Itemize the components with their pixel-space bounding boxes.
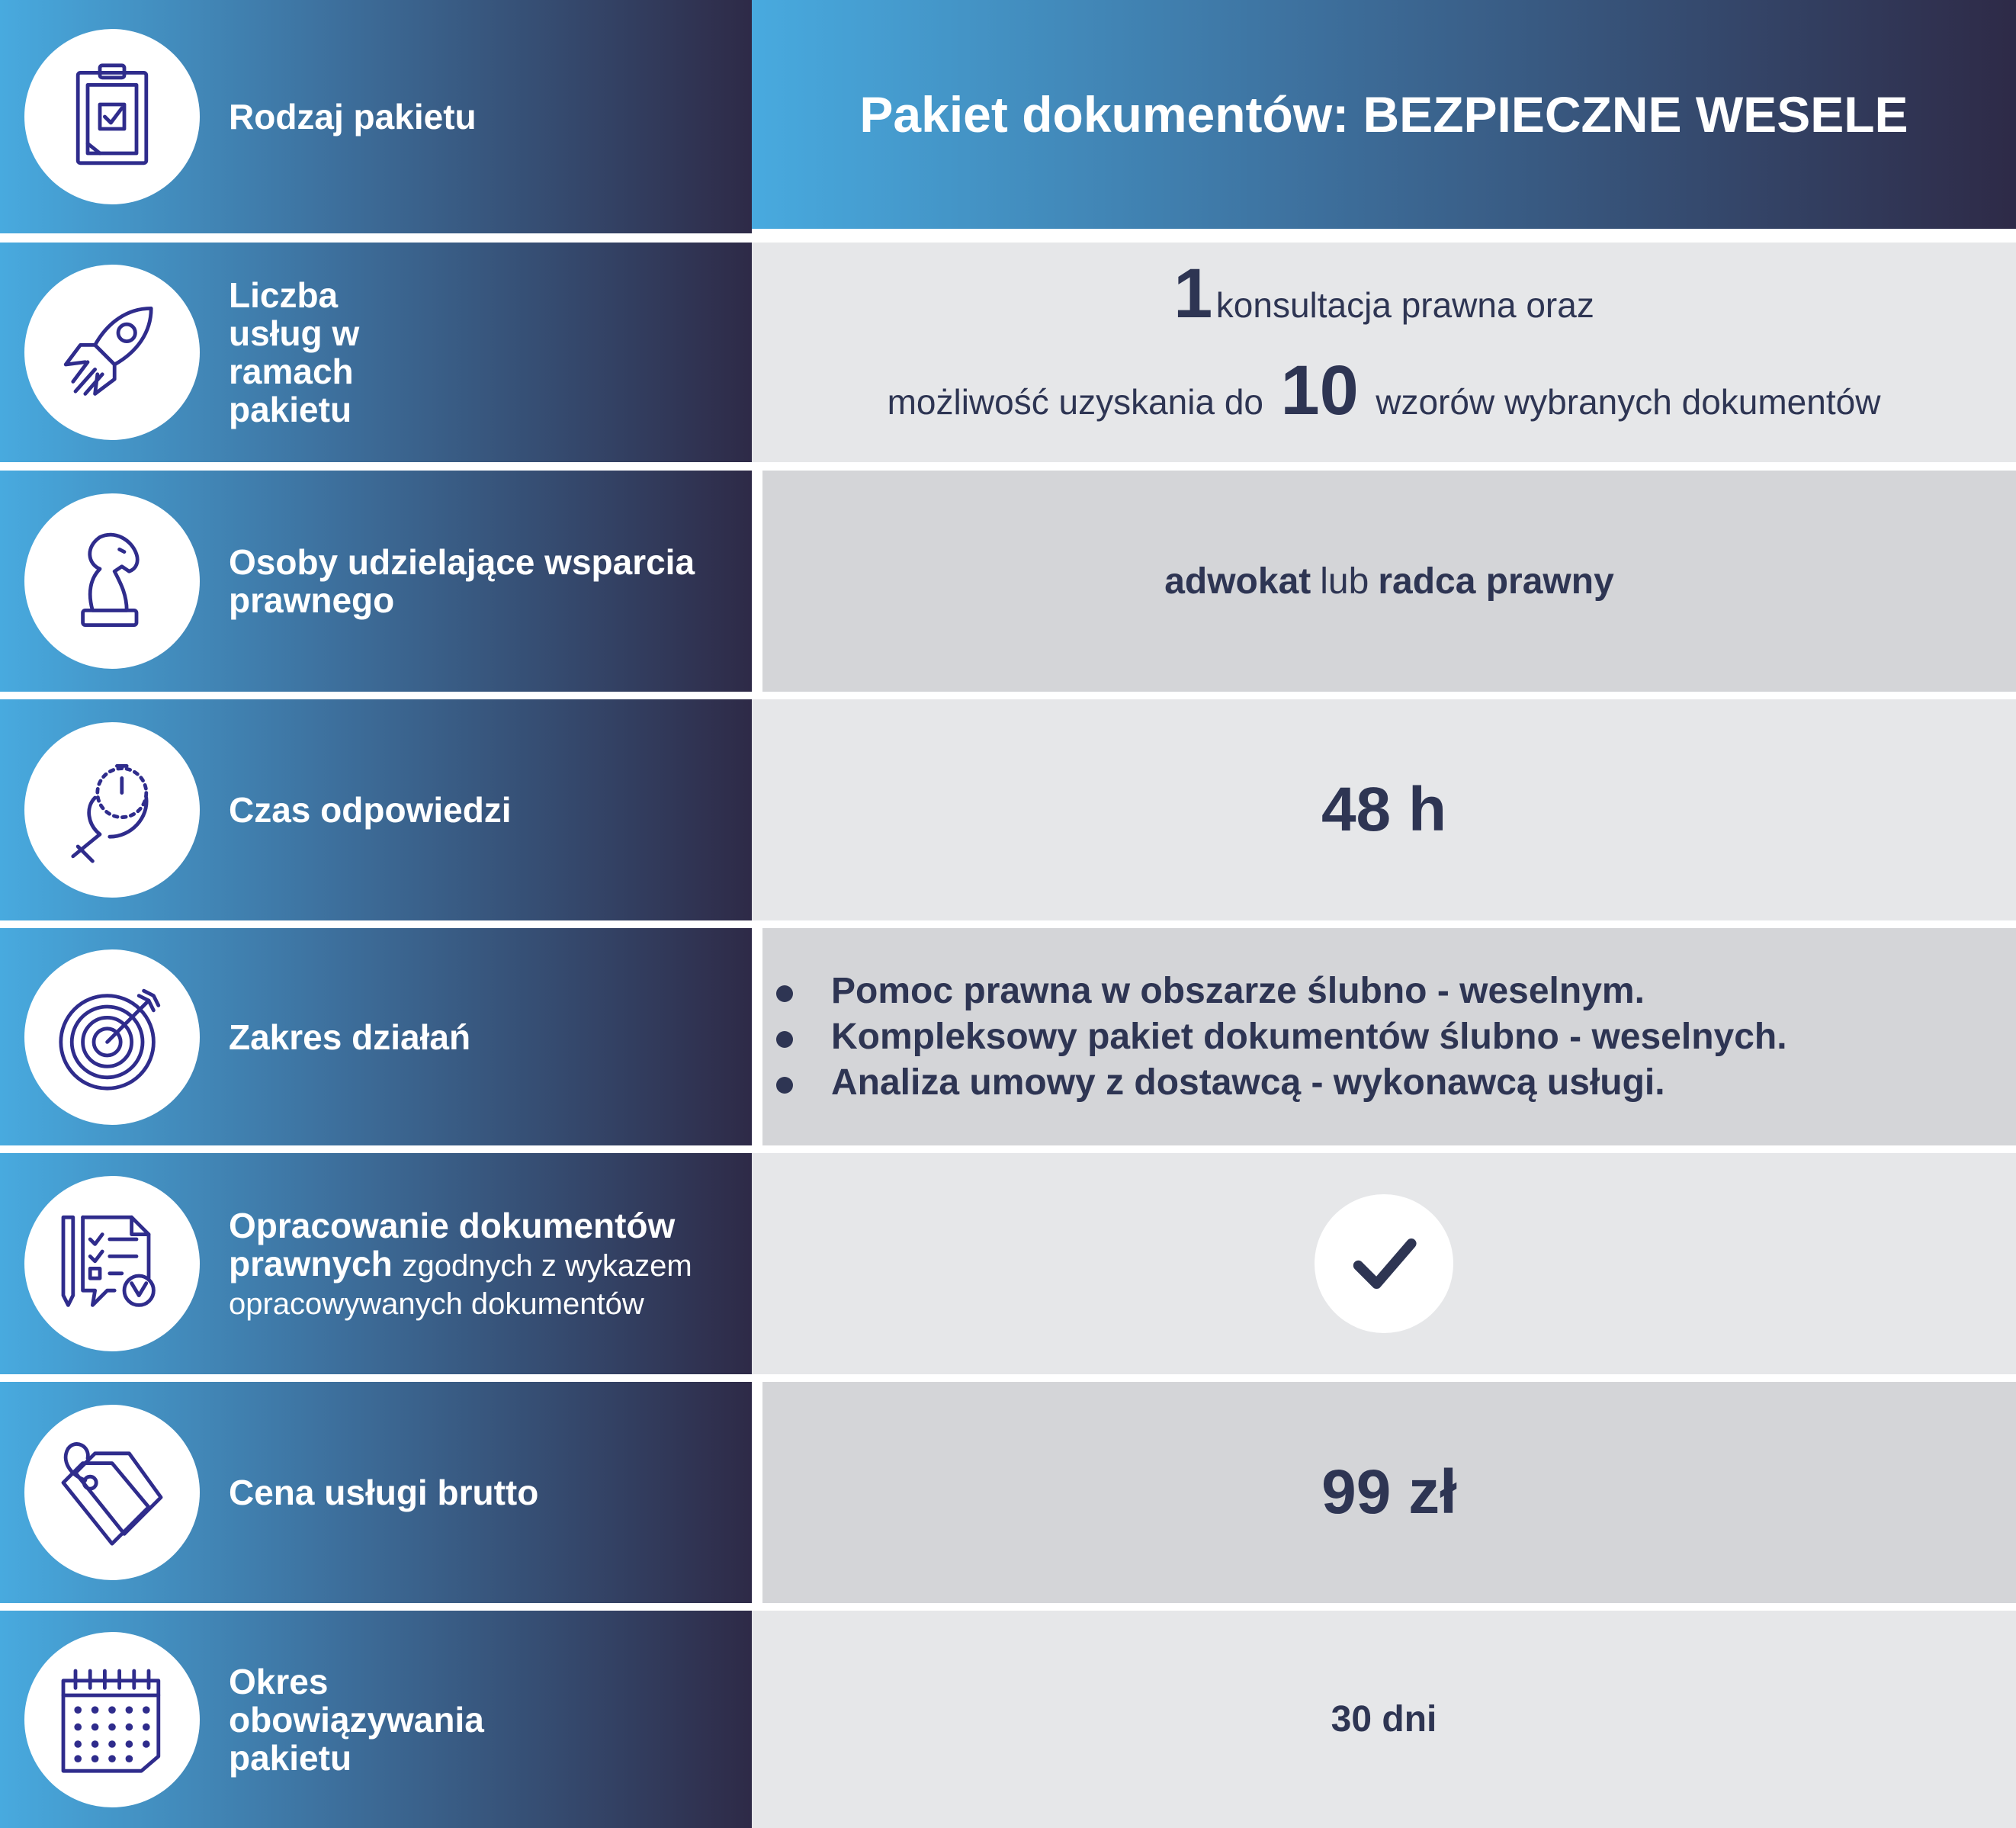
services-value-cell <box>752 243 2016 462</box>
target-arrow-icon <box>24 949 200 1125</box>
scope-item: Analiza umowy z dostawcą - wykonawcą usługi. <box>776 1060 1787 1106</box>
documents-row <box>0 1153 2016 1374</box>
services-line-1 <box>1173 255 1594 352</box>
rocket-icon <box>24 265 200 440</box>
templates-prefix: możliwość uzyskania do <box>887 382 1263 422</box>
consultation-text: konsultacja prawna oraz <box>1215 285 1594 325</box>
validity-value-cell <box>752 1611 2016 1828</box>
services-label-cell <box>0 243 752 462</box>
document-list-pen-icon <box>24 1176 200 1351</box>
validity-value: 30 dni <box>1331 1699 1437 1740</box>
documents-label-normal: zgodnych z wykazem opracowywanych dokumentów <box>229 1249 692 1321</box>
services-label: Liczba usług w ramach pakietu <box>229 275 360 429</box>
support-label: Osoby udzielające wsparcia prawnego <box>229 542 695 620</box>
price-value-cell <box>762 1382 2016 1603</box>
role-connector: lub <box>1320 561 1369 602</box>
support-row <box>0 471 2016 692</box>
price-row <box>0 1382 2016 1603</box>
documents-label <box>229 1206 737 1321</box>
validity-label: Okres obowiązywania pakietu <box>229 1661 484 1778</box>
templates-count: 10 <box>1280 352 1359 429</box>
price-label-cell <box>0 1382 752 1603</box>
scope-label: Zakres działań <box>229 1017 471 1057</box>
scope-value-cell <box>762 928 2016 1145</box>
role-advocate: adwokat <box>1164 561 1311 602</box>
checkmark-icon <box>1315 1194 1453 1333</box>
documents-value-cell <box>752 1153 2016 1374</box>
role-legal-counsel: radca prawny <box>1378 561 1614 602</box>
price-value: 99 zł <box>1321 1457 1457 1527</box>
scope-row <box>0 928 2016 1145</box>
price-tags-icon <box>24 1405 200 1580</box>
documents-label-bold: Opracowanie dokumentów prawnych <box>229 1206 676 1283</box>
support-label-cell <box>0 471 752 692</box>
response-label: Czas odpowiedzi <box>229 790 512 830</box>
consultation-count: 1 <box>1173 255 1213 333</box>
header-label: Rodzaj pakietu <box>229 97 477 137</box>
package-title: Pakiet dokumentów: BEZPIECZNE WESELE <box>859 86 1908 143</box>
price-label: Cena usługi brutto <box>229 1473 539 1512</box>
templates-suffix: wzorów wybranych dokumentów <box>1376 382 1881 422</box>
stopwatch-hand-icon <box>24 722 200 898</box>
clipboard-check-icon <box>24 29 200 204</box>
calendar-icon <box>24 1632 200 1807</box>
chess-knight-icon <box>24 493 200 669</box>
header-row <box>0 0 2016 233</box>
support-value-cell <box>762 471 2016 692</box>
validity-row <box>0 1611 2016 1828</box>
package-title-cell <box>752 0 2016 229</box>
scope-item: Kompleksowy pakiet dokumentów ślubno - weselnych. <box>776 1014 1787 1060</box>
validity-label-cell <box>0 1611 752 1828</box>
header-label-cell <box>0 0 752 233</box>
services-row <box>0 243 2016 462</box>
response-label-cell <box>0 699 752 920</box>
documents-label-cell <box>0 1153 752 1374</box>
scope-list <box>776 969 1787 1106</box>
response-value-cell <box>752 699 2016 920</box>
response-time: 48 h <box>1321 775 1447 844</box>
services-line-2 <box>888 352 1881 449</box>
scope-label-cell <box>0 928 752 1145</box>
response-row <box>0 699 2016 920</box>
scope-item: Pomoc prawna w obszarze ślubno - weselnym. <box>776 969 1787 1014</box>
